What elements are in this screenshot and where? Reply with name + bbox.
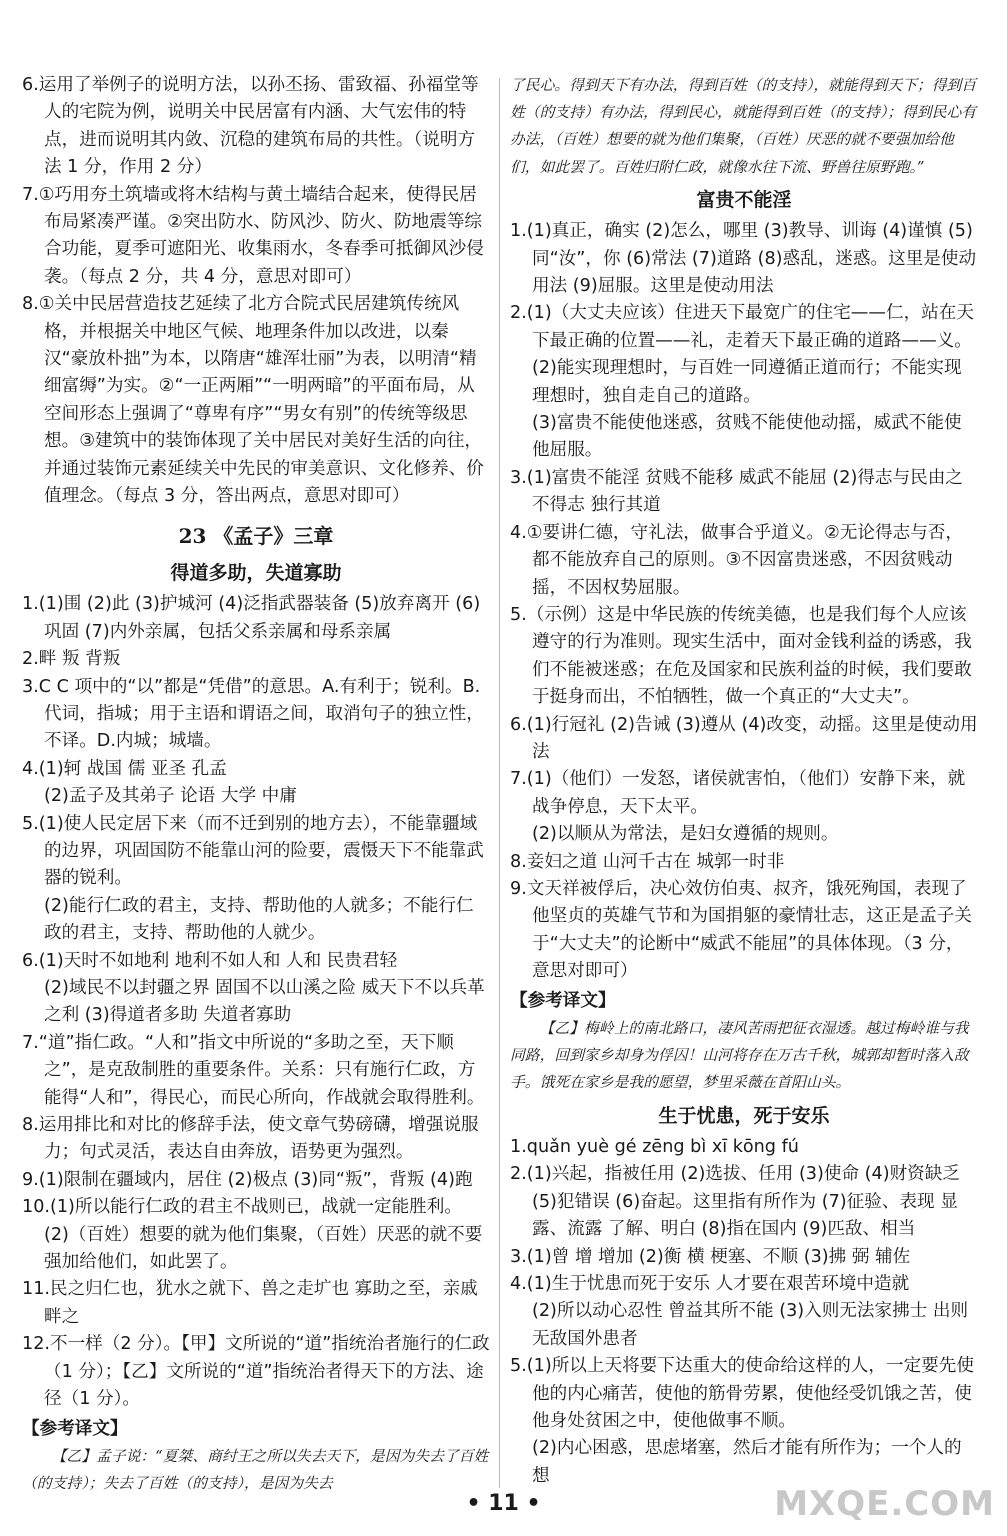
answer-item: 7.(1)（他们）一发怒，诸侯就害怕，（他们）安静下来，就战争停息，天下太平。 [510,769,966,817]
answer-item: 1.(1)围 (2)此 (3)护城河 (4)泛指武器装备 (5)放弃离开 (6)巩固 (7)内外亲属，包括父系亲属和母系亲属 [22,594,481,642]
answer-item: 10.(1)所以能行仁政的君主不战则已，战就一定能胜利。 [22,1197,462,1218]
answer-item: 1.(1)真正，确实 (2)怎么，哪里 (3)教导、训诲 (4)谨慎 (5)同“汝”，你 (6)常法 (7)道路 (8)惑乱，迷惑。这里是使动用法 (9)屈服。这里是使动用法 [510,221,977,297]
left-column [22,72,490,1497]
reference-translation-label: 【参考译文】 [510,990,616,1011]
answer-item: 4.①要讲仁德，守礼法，做事合乎道义。②无论得志与否，都不能放弃自己的原则。③不因富贵迷惑，不因贫贱动摇，不因权势屈服。 [510,522,963,598]
answer-item: 5.（示例）这是中华民族的传统美德，也是我们每个人应该遵守的行为准则。现实生活中，面对金钱利益的诱惑，我们不能被迷惑；在危及国家和民族利益的时候，我们要敢于挺身而出，不怕牺牲，做一个真正的“大丈夫”。 [510,604,972,708]
section-title: 富贵不能淫 [696,188,792,211]
answer-item: 7.“道”指仁政。“人和”指文中所说的“多助之至，天下顺之”，是克敌制胜的重要条件。关系：只有施行仁政，方能得“人和”，得民心，而民心所向，作战就会取得胜利。 [22,1032,485,1108]
page-number: • 11 • [466,1491,541,1516]
answer-subitem: (3)富贵不能使他迷惑，贫贱不能使他动摇，威武不能使他屈服。 [532,413,962,461]
answer-subitem: (2)所以动心忍性 曾益其所不能 (3)入则无法家拂士 出则无敌国外患者 [532,1301,969,1349]
answer-item: 3.(1)富贵不能淫 贫贱不能移 威武不能屈 (2)得志与民由之 不得志 独行其道 [510,467,969,516]
answer-item: 2.(1)（大丈夫应该）住进天下最宽广的住宅——仁，站在天下最正确的位置——礼，走着天下最正确的道路——义。 [510,303,974,351]
answer-list [22,591,490,1413]
answer-item: 9.(1)限制在疆域内，居住 (2)极点 (3)同“叛”，背叛 (4)跑 [22,1169,473,1190]
answer-item: 12.不一样（2 分）。【甲】文所说的“道”指统治者施行的仁政（1 分）；【乙】文所说的“道”指统治者得天下的方法、途径（1 分）。 [22,1334,490,1410]
answer-item: 5.(1)所以上天将要下达重大的使命给这样的人，一定要先使他的内心痛苦，使他的筋骨劳累，使他经受饥饿之苦，使他身处贫困之中，使他做事不顺。 [510,1356,974,1432]
answer-item: 2.畔 叛 背叛 [22,649,121,670]
answer-subitem: (2)能行仁政的君主，支持、帮助他的人就多；不能行仁政的君主，支持、帮助他的人就少。 [44,895,474,944]
pinyin-answer: 1.quǎn yuè gé zēng bì xī kōng fú [510,1137,799,1158]
answer-item: 4.(1)生于忧患而死于安乐 人才要在艰苦环境中造就 [510,1274,910,1295]
answer-subitem: (2)能实现理想时，与百姓一同遵循正道而行；不能实现理想时，独自走自己的道路。 [532,358,962,406]
answer-item: 5.(1)使人民定居下来（而不迁到别的地方去），不能靠疆域的边界，巩固国防不能靠山河的险要，震慑天下不能靠武器的锐利。 [22,813,484,889]
answer-item: 8.运用排比和对比的修辞手法，使文章气势磅礴，增强说服力；句式灵活，表达自由奔放，语势更为强烈。 [22,1115,479,1163]
watermark-logo: MXQE.COM [774,1484,995,1524]
answer-item: 6.(1)天时不如地利 地利不如人和 人和 民贵君轻 [22,950,398,971]
answer-item: 8.妾妇之道 山河千古在 城郭一时非 [510,851,785,872]
column-divider [499,78,500,1488]
answer-item: 3.(1)曾 增 增加 (2)衡 横 梗塞、不顺 (3)拂 弼 辅佐 [510,1246,911,1267]
chapter-title: 23 《孟子》三章 [178,523,334,548]
answer-item: 11.民之归仁也，犹水之就下、兽之走圹也 寡助之至，亲戚畔之 [22,1279,478,1327]
answer-item: 6.运用了举例子的说明方法，以孙丕扬、雷致福、孙福堂等人的宅院为例，说明关中民居富有内涵、大气宏伟的特点，进而说明其内敛、沉稳的建筑布局的共性。（说明方法 1 分，作用 2 分） [22,75,479,178]
reference-translation-label: 【参考译文】 [22,1418,128,1439]
section-title: 生于忧患，死于安乐 [658,1104,830,1127]
answer-list [510,1161,978,1490]
answer-subitem: (2)以顺从为常法，是妇女遵循的规则。 [532,824,839,845]
translation-text: 了民心。得到天下有办法，得到百姓（的支持），就能得到天下；得到百姓（的支持）有办法，得到民心，就能得到百姓（的支持）；得到民心有办法，（百姓）想要的就为他们集聚，（百姓）厌恶的就不要强加给他们，如此罢了。百姓归附仁政，就像水往下流、野兽往原野跑。” [510,77,977,176]
answer-subitem: (2)域民不以封疆之界 固国不以山溪之险 威天下不以兵革之利 (3)得道者多助 失道者寡助 [44,978,485,1026]
answer-item: 7.①巧用夯土筑墙或将木结构与黄土墙结合起来，使得民居布局紧凑严谨。②突出防水、防风沙、防火、防地震等综合功能，夏季可遮阳光、收集雨水，冬春季可抵御风沙侵袭。（每点 2 分，共 4 分，意思对即可） [22,184,484,287]
translation-text: 【乙】梅岭上的南北路口，凄风苦雨把征衣湿透。越过梅岭谁与我同路，回到家乡却身为俘囚！山河将存在万古千秋，城郭却暂时落入敌手。饿死在家乡是我的愿望，梦里采薇在首阳山头。 [510,1020,969,1092]
answer-subitem: (2)内心困惑，思虑堵塞，然后才能有所作为；一个人的想 [532,1438,962,1486]
answer-item: 3.C C 项中的“以”都是“凭借”的意思。A.有利于；锐利。B.代词，指城；用于主语和谓语之间，取消句子的独立性，不译。D.内城；城墙。 [22,676,484,752]
answer-item: 2.(1)兴起，指被任用 (2)选拔、任用 (3)使命 (4)财资缺乏 (5)犯错误 (6)奋起。这里指有所作为 (7)征验、表现 显露、流露 了解、明白 (8)指在国内 (9)匹敌、相当 [510,1164,966,1240]
answer-item: 4.(1)轲 战国 儒 亚圣 孔孟 [22,758,227,779]
right-column [510,72,978,1490]
answer-subitem: (2)孟子及其弟子 论语 大学 中庸 [44,786,297,807]
answer-list [510,218,978,985]
section-title: 得道多助，失道寡助 [170,561,342,584]
answer-subitem: (2)（百姓）想要的就为他们集聚，（百姓）厌恶的就不要强加给他们，如此罢了。 [44,1224,483,1273]
translation-text: 【乙】孟子说：“夏桀、商纣王之所以失去天下，是因为失去了百姓（的支持）；失去了百姓（的支持），是因为失去 [22,1447,489,1493]
answer-item: 8.①关中民居营造技艺延续了北方合院式民居建筑传统风格，并根据关中地区气候、地理条件加以改进，以秦汉“豪放朴拙”为本，以隋唐“雄浑壮丽”为表，以明清“精细富缛”为实。②“一正两厢”“一明两暗”的平面布局，从空间形态上强调了“尊卑有序”“男女有别”的传统等级思想。③建筑中的装饰体现了关中居民对美好生活的向往，并通过装饰元素延续关中先民的审美意识、文化修养、价值理念。（每点 3 分，答出两点，意思对即可） [22,294,484,507]
answer-item: 6.(1)行冠礼 (2)告诫 (3)遵从 (4)改变，动摇。这里是使动用法 [510,714,978,762]
answer-item: 9.文天祥被俘后，决心效仿伯夷、叔齐，饿死殉国，表现了他坚贞的英雄气节和为国捐躯的豪情壮志，这正是孟子关于“大丈夫”的论断中“威武不能屈”的具体体现。（3 分，意思对即可） [510,878,972,982]
